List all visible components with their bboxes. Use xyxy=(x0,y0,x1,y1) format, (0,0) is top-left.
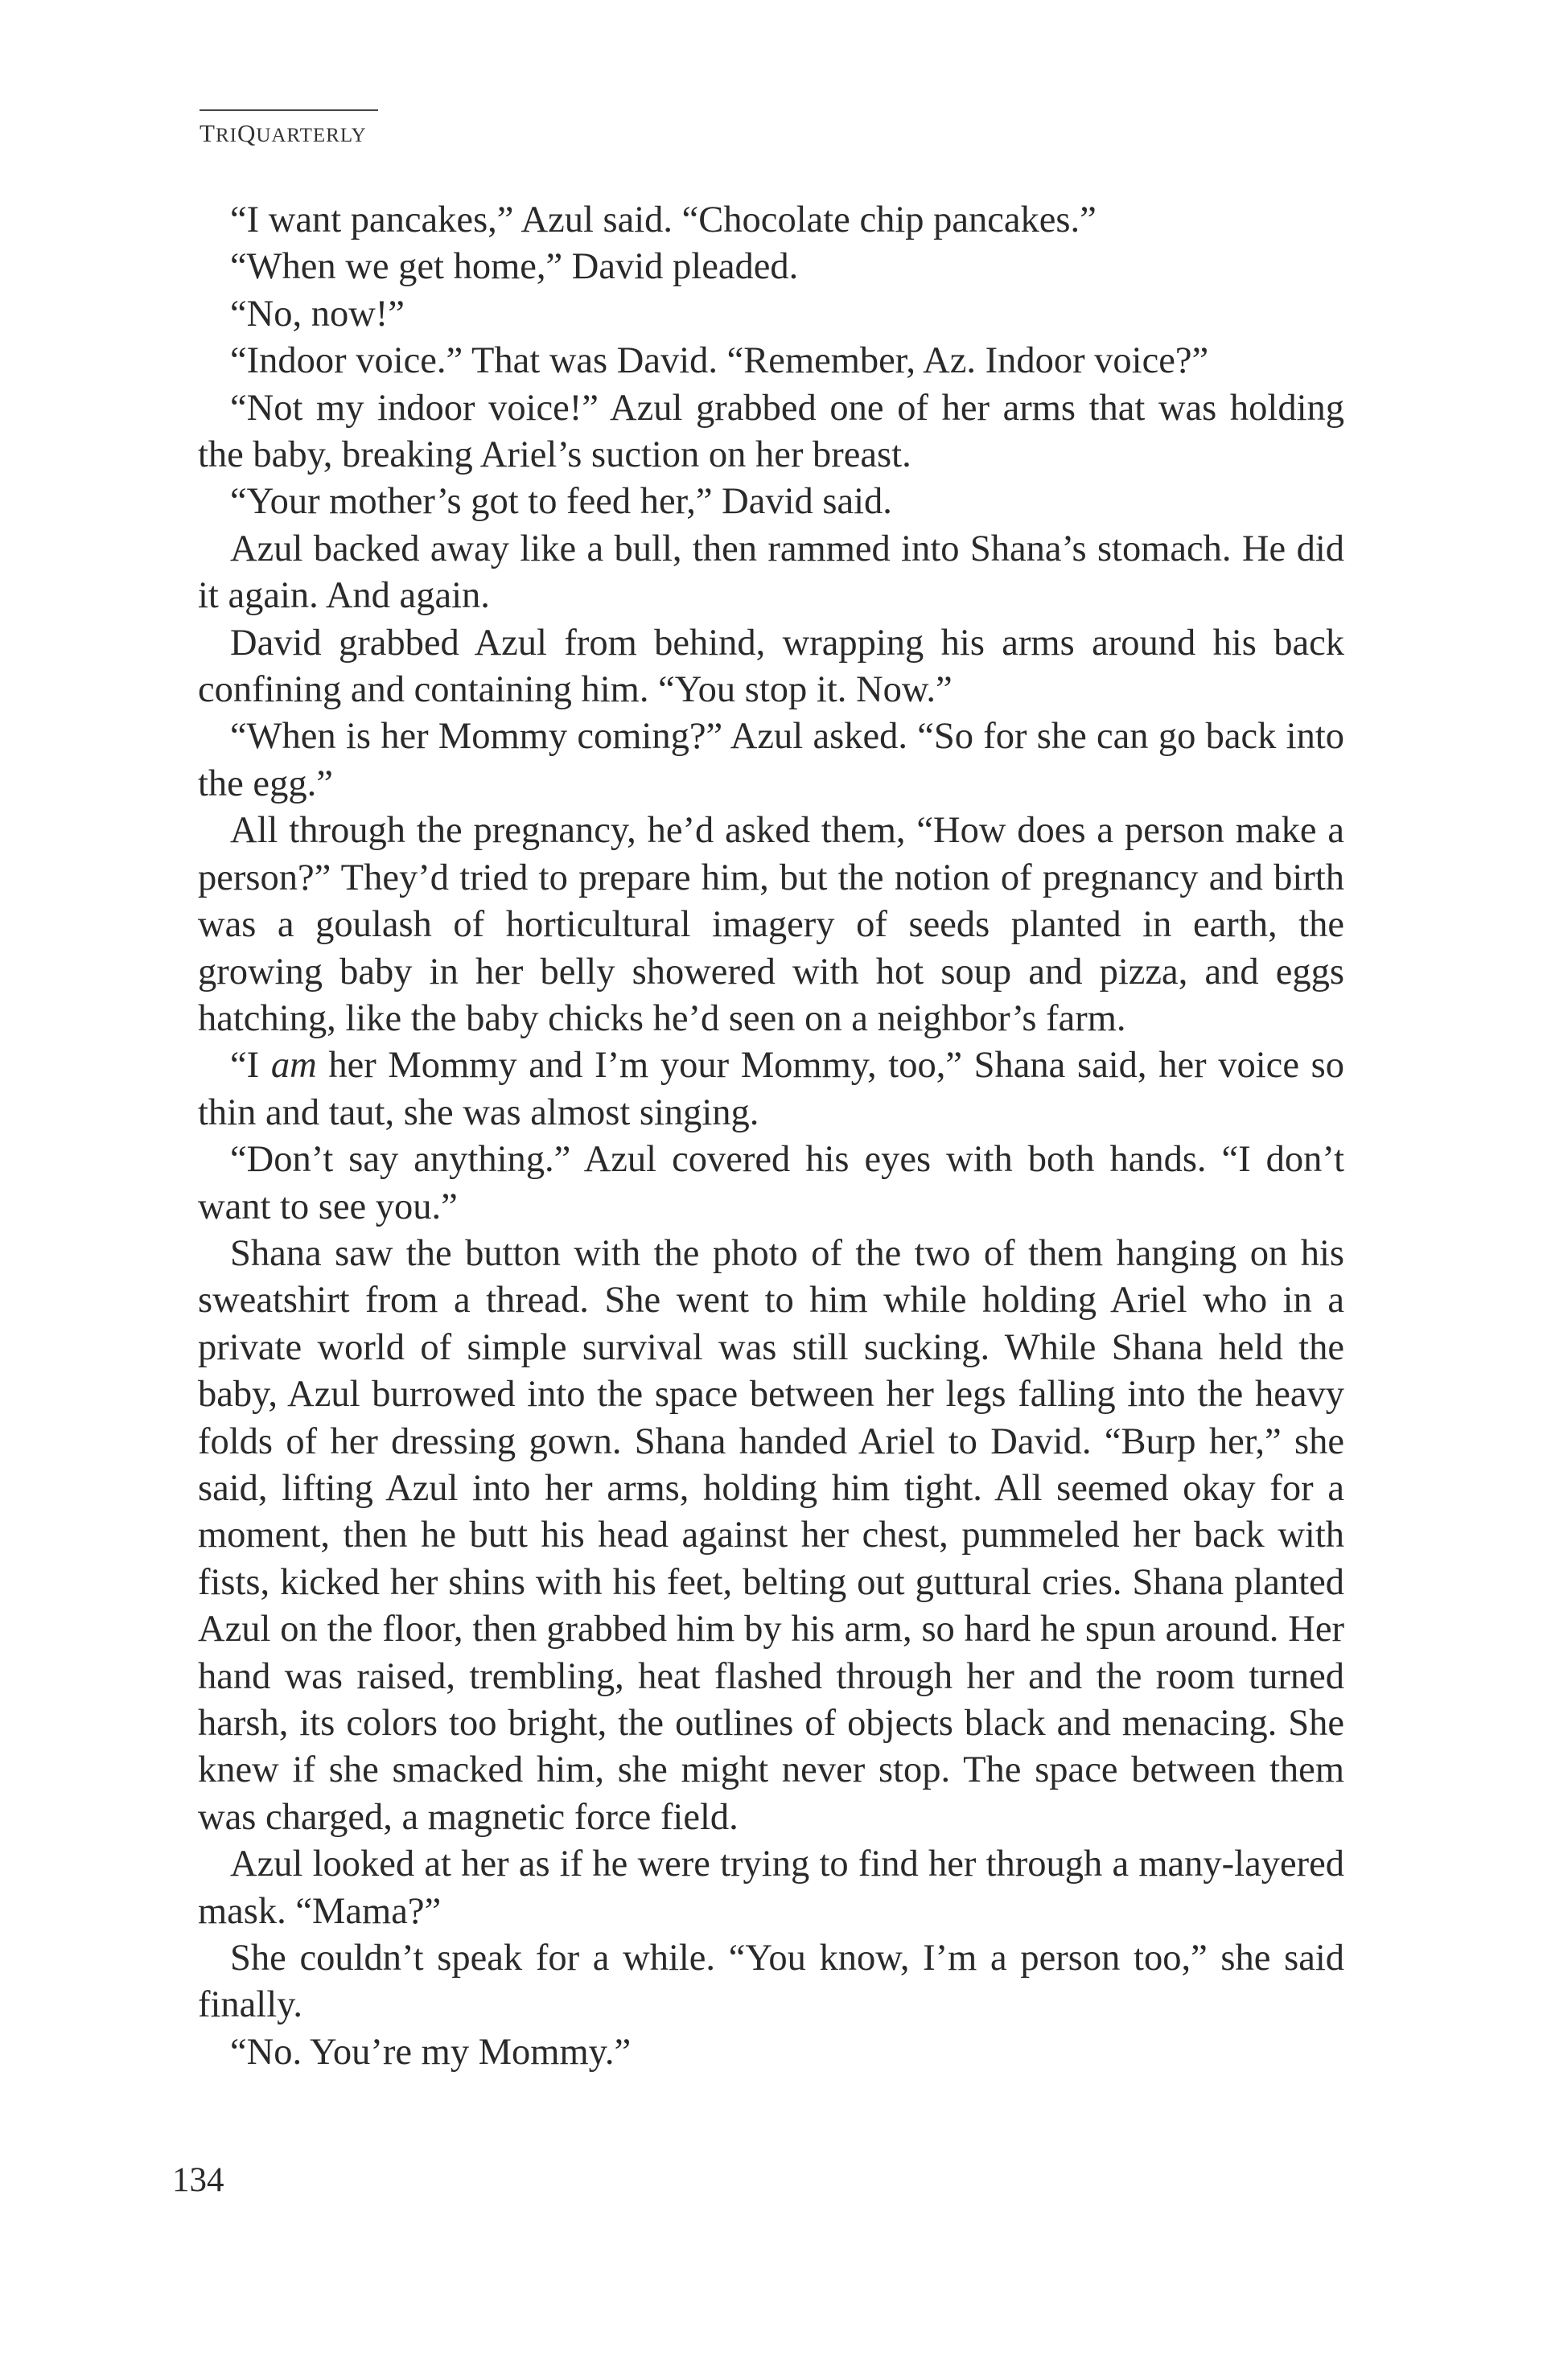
paragraph: She couldn’t speak for a while. “You know, I’m a person too,” she said finally. xyxy=(198,1938,1344,2026)
paragraph: “When is her Mommy coming?” Azul asked. “So for she can go back into the egg.” xyxy=(198,716,1344,804)
paragraph: “Don’t say anything.” Azul covered his eyes with both hands. “I don’t want to see you.” xyxy=(198,1139,1344,1227)
page-number: 134 xyxy=(172,2161,224,2199)
paragraph: “Indoor voice.” That was David. “Remember, Az. Indoor voice?” xyxy=(230,340,1209,382)
paragraph: “I want pancakes,” Azul said. “Chocolate chip pancakes.” xyxy=(230,199,1097,240)
paragraph: “No, now!” xyxy=(230,293,405,335)
paragraph: Azul looked at her as if he were trying to find her through a many-layered mask. “Mama?” xyxy=(198,1844,1344,1932)
running-head: TRIQUARTERLY xyxy=(200,119,367,147)
paragraph: “Not my indoor voice!” Azul grabbed one of her arms that was holding the baby, breaking Ariel’s suction on her breast. xyxy=(198,387,1344,476)
paragraph: “When we get home,” David pleaded. xyxy=(230,246,799,288)
paragraph: David grabbed Azul from behind, wrapping his arms around his back confining and containing him. “You stop it. Now.” xyxy=(198,622,1344,711)
body-text xyxy=(198,197,1344,2076)
paragraph: “No. You’re my Mommy.” xyxy=(230,2031,632,2073)
paragraph: Shana saw the button with the photo of the two of them hanging on his sweatshirt from a thread. She went to him while holding Ariel who in a private world of simple survival was still sucking. While Shana held the baby, Azul burrowed into the space between her legs falling into the heavy folds of her dressing gown. Shana handed Ariel to David. “Burp her,” she said, lifting Azul into her arms, holding him tight. All seemed okay for a moment, then he butt his head against her chest, pummeled her back with fists, kicked her shins with his feet, belting out guttural cries. Shana planted Azul on the floor, then grabbed him by his arm, so hard he spun around. Her hand was raised, trembling, heat flashed through her and the room turned harsh, its colors too bright, the outlines of objects black and menacing. She knew if she smacked him, she might never stop. The space between them was charged, a magnetic force field. xyxy=(198,1232,1344,1838)
paragraph: “Your mother’s got to feed her,” David said. xyxy=(230,481,892,523)
paragraph: All through the pregnancy, he’d asked them, “How does a person make a person?” They’d tried to prepare him, but the notion of pregnancy and birth was a goulash of horticultural imagery of seeds planted in earth, the growing baby in her belly showered with hot soup and pizza, and eggs hatching, like the baby chicks he’d seen on a neighbor’s farm. xyxy=(198,810,1344,1039)
paragraph: Azul backed away like a bull, then rammed into Shana’s stomach. He did it again. And again. xyxy=(198,528,1344,617)
running-head-rule xyxy=(200,109,378,111)
paragraph-i-am: “I am her Mommy and I’m your Mommy, too,” Shana said, her voice so thin and taut, she was almost singing. xyxy=(198,1045,1344,1133)
